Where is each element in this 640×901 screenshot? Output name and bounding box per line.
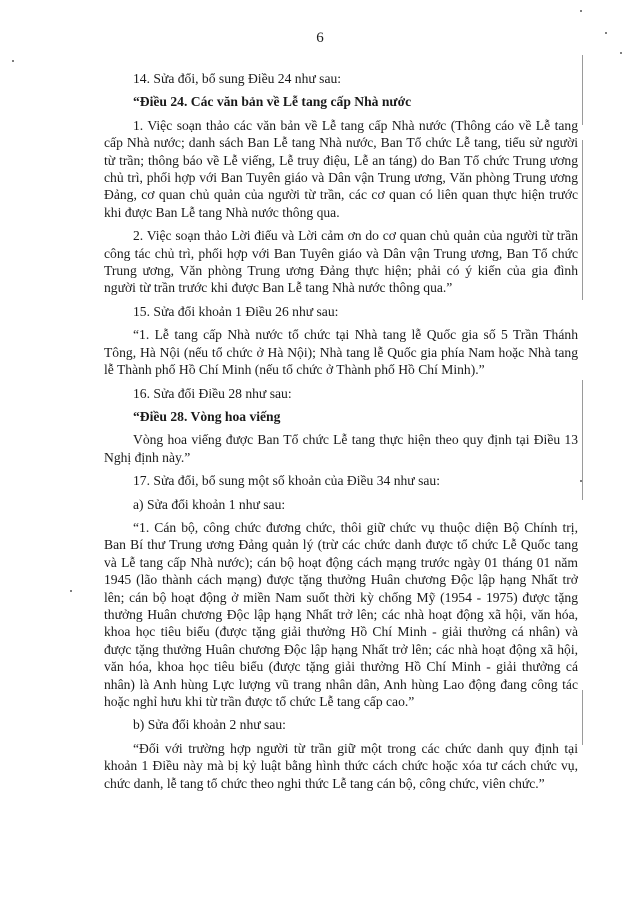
paragraph-amendment-16: 16. Sửa đổi Điều 28 như sau: [133,385,292,401]
paragraph-article-34-clause-2: “Đối với trường hợp người từ trần giữ một trong các chức danh quy định tại khoản 1 Điều này mà bị kỷ luật bằng hình thức cách chức hoặc xóa tư cách chức vụ, chức danh, lễ tang tổ chức theo nghi thức Lễ tang cán bộ, công chức, viên chức.” [104,740,578,791]
scan-speck [580,10,582,12]
paragraph-item-b: b) Sửa đổi khoản 2 như sau: [133,717,286,733]
scan-margin-line [582,55,583,125]
paragraph-article-28-body: Vòng hoa viếng được Ban Tổ chức Lễ tang thực hiện theo quy định tại Điều 13 Nghị định này.” [104,432,578,465]
page-number: 6 [316,30,324,46]
scan-margin-line [582,140,583,300]
paragraph-article-34-clause-1: “1. Cán bộ, công chức đương chức, thôi giữ chức vụ thuộc diện Bộ Chính trị, Ban Bí thư Trung ương Đảng quản lý (trừ các chức danh được tổ chức Lễ Quốc tang và Lễ tang cấp Nhà nước); cán bộ hoạt động cách mạng trước ngày 01 tháng 01 năm 1945 (lão thành cách mạng) được tặng thưởng Huân chương Độc lập hạng Nhất trở lên; cán bộ hoạt động ở miền Nam suốt thời kỳ chống Mỹ (1954 - 1975) được tặng thưởng Huân chương Độc lập hạng Nhất trở lên; các nhà hoạt động xã hội, văn hóa, khoa học tiêu biểu (được tặng giải thưởng Hồ Chí Minh - giải thưởng cá nhân) và được tặng thưởng Huân chương Độc lập hạng Nhất trở lên; các nhà hoạt động xã hội, văn hóa, khoa học tiêu biểu (được tặng giải thưởng Hồ Chí Minh - giải thưởng cá nhân) là Anh hùng Lực lượng vũ trang nhân dân, Anh hùng Lao động đang công tác hoặc nghỉ hưu khi từ trần được tổ chức Lễ tang cấp cao.” [104,519,578,709]
scan-speck [620,52,622,54]
paragraph-article-24-clause-1: 1. Việc soạn thảo các văn bản về Lễ tang cấp Nhà nước (Thông cáo về Lễ tang cấp Nhà nước; danh sách Ban Lễ tang Nhà nước, Ban Tổ chức Lễ tang, tiểu sử người từ trần; thông báo về Lễ viếng, Lễ truy điệu, Lễ an táng) do Ban Tổ chức Trung ương chủ trì, phối hợp với Ban Tuyên giáo và Dân vận Trung ương, Văn phòng Trung ương Đảng, cơ quan chủ quản của người từ trần, các cơ quan có liên quan thực hiện trước khi được Ban Lễ tang Nhà nước thông qua. [104,117,578,220]
scan-margin-line [582,690,583,745]
paragraph-amendment-14: 14. Sửa đổi, bổ sung Điều 24 như sau: [133,71,342,86]
paragraph-item-a: a) Sửa đổi khoản 1 như sau: [133,496,286,512]
heading-article-24: “Điều 24. Các văn bản về Lễ tang cấp Nhà nước [133,94,412,110]
paragraph-article-26-clause-1: “1. Lễ tang cấp Nhà nước tổ chức tại Nhà tang lễ Quốc gia số 5 Trần Thánh Tông, Hà Nội (nếu tổ chức ở Hà Nội); Nhà tang lễ Quốc gia phía Nam hoặc Nhà tang lễ Thành phố Hồ Chí Minh (nếu tổ chức ở Thành phố Hồ Chí Minh).” [104,327,578,378]
paragraph-amendment-17: 17. Sửa đổi, bổ sung một số khoản của Điều 34 như sau: [133,473,440,489]
scan-margin-line [582,380,583,500]
scan-speck [12,60,14,62]
scan-speck [605,32,607,34]
document-body [104,70,578,798]
scan-speck [580,480,582,482]
heading-article-28: “Điều 28. Vòng hoa viếng [133,408,281,424]
paragraph-amendment-15: 15. Sửa đổi khoản 1 Điều 26 như sau: [133,303,339,319]
scan-speck [70,590,72,592]
paragraph-article-24-clause-2: 2. Việc soạn thảo Lời điếu và Lời cảm ơn do cơ quan chủ quản của người từ trần công tác chủ trì, phối hợp với Ban Tuyên giáo và Dân vận Trung ương, Ban Tổ chức Trung ương, Văn phòng Trung ương Đảng thực hiện; phải có ý kiến của gia đình người từ trần trước khi được Ban Lễ tang Nhà nước thông qua.” [104,228,578,296]
